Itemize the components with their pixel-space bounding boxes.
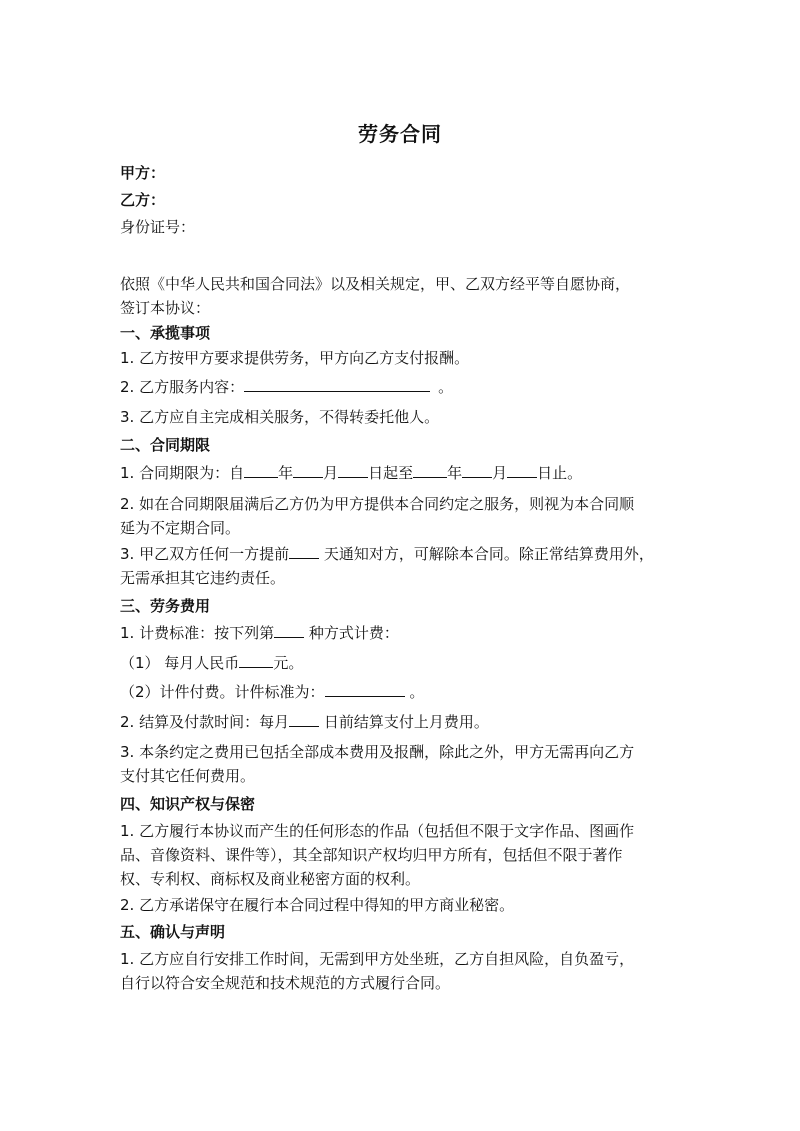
monthly-fee-prefix: （1） 每月人民币 — [120, 654, 240, 672]
month-label-2: 月 — [492, 464, 508, 482]
year-label: 年 — [278, 464, 294, 482]
monthly-fee-suffix: 元。 — [273, 654, 304, 672]
month-label: 月 — [323, 464, 339, 482]
section-3-heading: 三、劳务费用 — [120, 597, 211, 615]
monthly-amount-blank[interactable] — [239, 651, 273, 668]
start-month-blank[interactable] — [293, 461, 323, 478]
section-3-item-3-line-1: 3. 本条约定之费用已包括全部成本费用及报酬，除此之外，甲方无需再向乙方 — [120, 743, 635, 761]
party-a-label: 甲方： — [120, 164, 166, 182]
section-1-heading: 一、承揽事项 — [120, 324, 211, 342]
section-1-item-2-prefix: 2. 乙方服务内容： — [120, 378, 245, 396]
service-content-blank[interactable] — [244, 375, 430, 392]
section-2-item-2-line-2: 延为不定期合同。 — [120, 519, 241, 537]
section-1-item-2 — [120, 375, 690, 399]
section-3-item-1 — [120, 621, 690, 645]
section-2-item-3-line-2: 无需承担其它违约责任。 — [120, 569, 286, 587]
section-1-item-1: 1. 乙方按甲方要求提供劳务，甲方向乙方支付报酬。 — [120, 349, 470, 367]
section-4-item-1-line-2: 品、音像资料、课件等），其全部知识产权均归甲方所有，包括但不限于著作 — [120, 846, 623, 864]
section-2-item-3-line-1 — [120, 542, 690, 566]
intro-line-2: 签订本协议： — [120, 299, 211, 317]
section-3-item-2 — [120, 710, 690, 734]
settlement-prefix: 2. 结算及付款时间：每月 — [120, 713, 290, 731]
settlement-suffix: 日前结算支付上月费用。 — [319, 713, 489, 731]
section-5-heading: 五、确认与声明 — [120, 923, 226, 941]
section-2-item-2-line-1: 2. 如在合同期限届满后乙方仍为甲方提供本合同约定之服务，则视为本合同顺 — [120, 495, 635, 513]
fee-standard-suffix: 种方式计费： — [304, 624, 399, 642]
term-from-label: 1. 合同期限为：自 — [120, 464, 245, 482]
end-day-blank[interactable] — [507, 461, 537, 478]
term-to-label: 日起至 — [368, 464, 414, 482]
intro-line-1: 依照《中华人民共和国合同法》以及相关规定，甲、乙双方经平等自愿协商， — [120, 275, 631, 293]
piece-rate-prefix: （2）计件付费。计件标准为： — [120, 683, 325, 701]
section-2-item-1 — [120, 461, 690, 485]
piece-rate-suffix: 。 — [404, 683, 425, 701]
section-5-item-1-line-1: 1. 乙方应自行安排工作时间，无需到甲方处坐班，乙方自担风险，自负盈亏， — [120, 950, 635, 968]
section-4-item-2: 2. 乙方承诺保守在履行本合同过程中得知的甲方商业秘密。 — [120, 896, 515, 914]
section-1-item-3: 3. 乙方应自主完成相关服务，不得转委托他人。 — [120, 408, 440, 426]
contract-title: 劳务合同 — [358, 122, 442, 146]
party-b-label: 乙方： — [120, 191, 166, 209]
end-month-blank[interactable] — [462, 461, 492, 478]
section-4-item-1-line-3: 权、专利权、商标权及商业秘密方面的权利。 — [120, 870, 421, 888]
fee-method-blank[interactable] — [274, 621, 304, 638]
term-end-label: 日止。 — [537, 464, 583, 482]
section-2-heading: 二、合同期限 — [120, 436, 211, 454]
start-day-blank[interactable] — [338, 461, 368, 478]
section-3-option-2 — [120, 680, 690, 704]
year-label-2: 年 — [447, 464, 463, 482]
start-year-blank[interactable] — [244, 461, 278, 478]
section-4-heading: 四、知识产权与保密 — [120, 795, 256, 813]
settlement-day-blank[interactable] — [289, 710, 319, 727]
end-year-blank[interactable] — [413, 461, 447, 478]
section-4-item-1-line-1: 1. 乙方履行本协议而产生的任何形态的作品（包括但不限于文字作品、图画作 — [120, 822, 635, 840]
id-number-label: 身份证号： — [120, 218, 196, 236]
section-3-option-1 — [120, 651, 690, 675]
section-5-item-1-line-2: 自行以符合安全规范和技术规范的方式履行合同。 — [120, 974, 451, 992]
fee-standard-prefix: 1. 计费标准：按下列第 — [120, 624, 275, 642]
section-3-item-3-line-2: 支付其它任何费用。 — [120, 767, 256, 785]
notice-days-blank[interactable] — [289, 542, 319, 559]
notice-prefix: 3. 甲乙双方任何一方提前 — [120, 545, 290, 563]
piece-rate-blank[interactable] — [325, 680, 405, 697]
section-1-item-2-suffix: 。 — [438, 378, 454, 396]
notice-suffix: 天通知对方，可解除本合同。除正常结算费用外， — [319, 545, 654, 563]
